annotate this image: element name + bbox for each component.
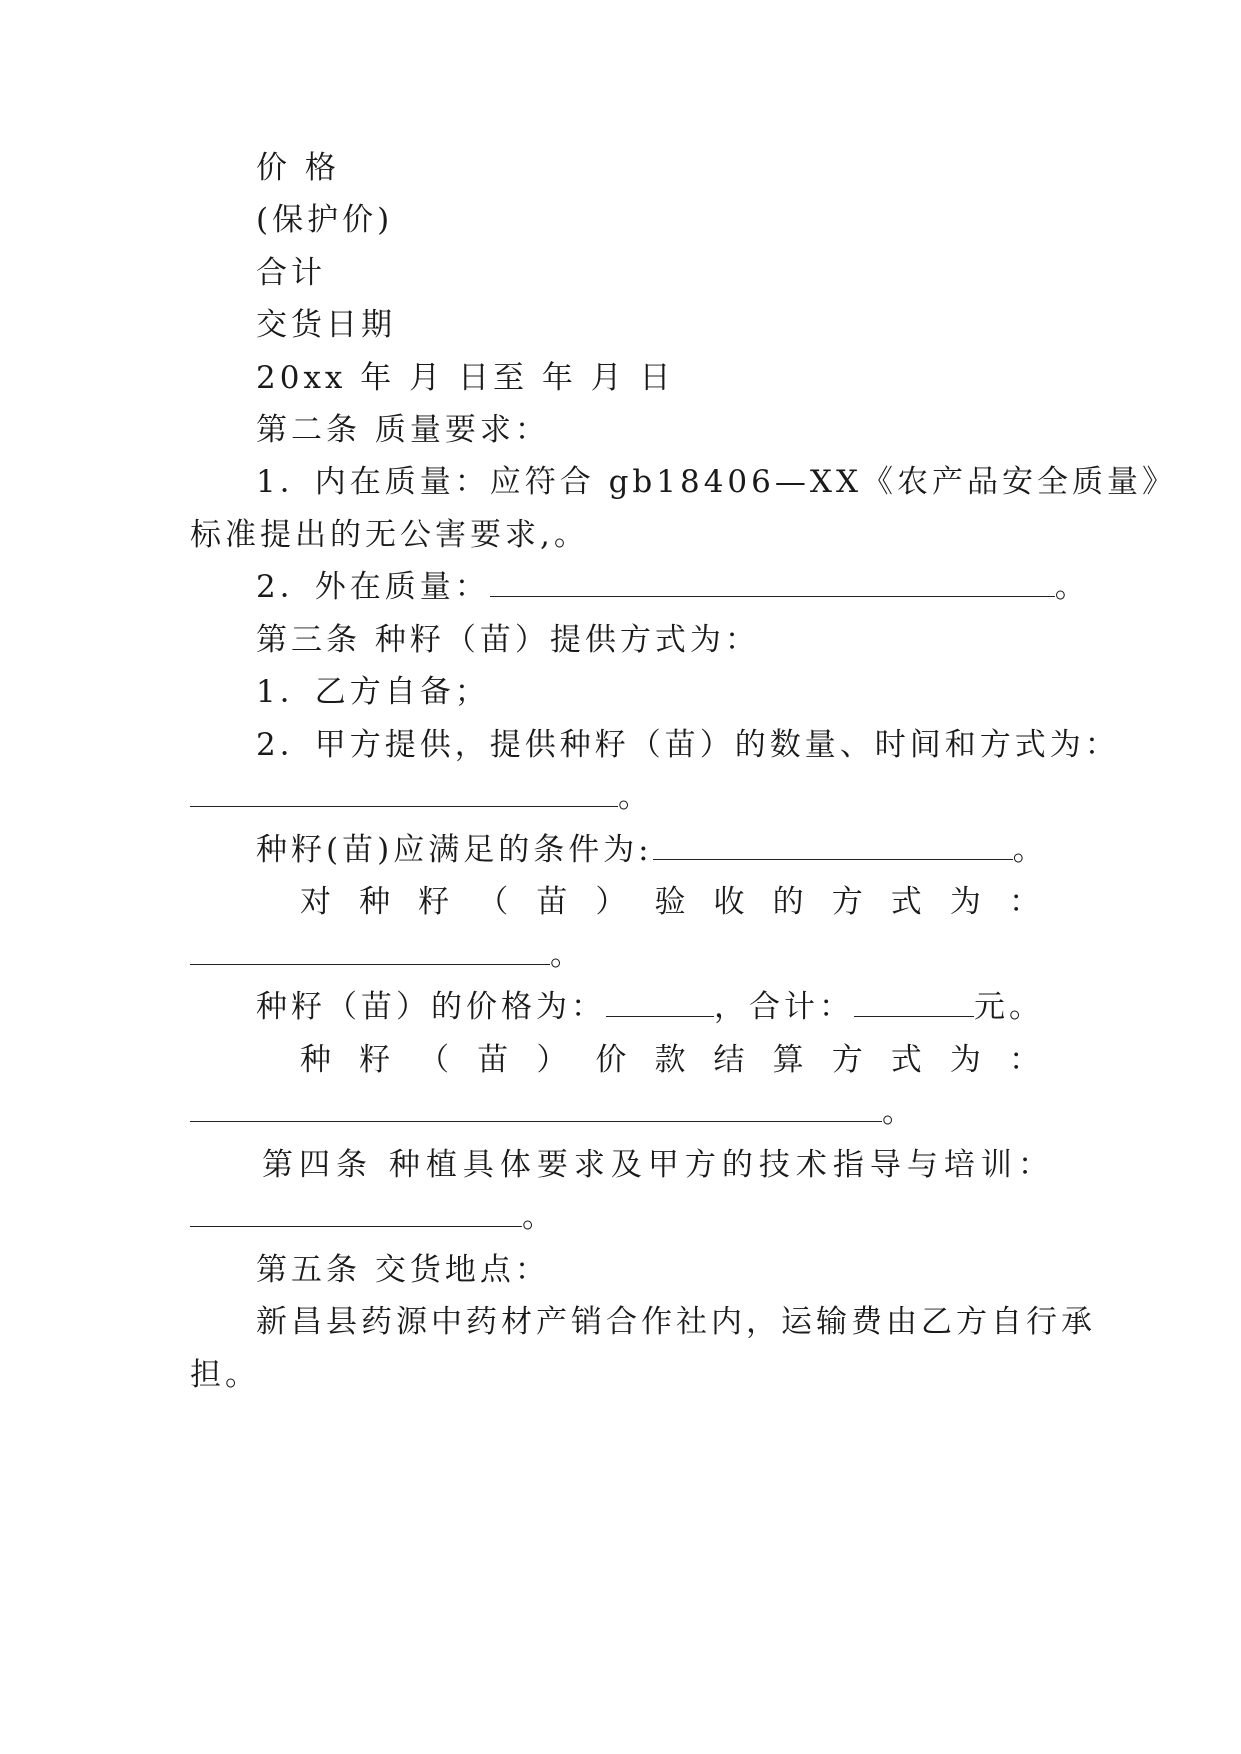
char: 籽 [359, 1042, 391, 1078]
seed-total-blank[interactable] [854, 990, 974, 1017]
char: ） [536, 1042, 568, 1078]
char: ： [1008, 884, 1040, 920]
seed-condition-blank[interactable] [653, 833, 1013, 860]
seed-settlement-blank[interactable] [190, 1095, 882, 1122]
article-2-item-1-line-2: 标准提出的无公害要求,。 [190, 517, 589, 553]
char: 验 [654, 884, 686, 920]
period: 。 [522, 1199, 557, 1235]
seed-settlement-heading [300, 1040, 1040, 1080]
article-5-body-line-2: 担。 [190, 1357, 260, 1393]
seed-acceptance-heading [300, 882, 1040, 922]
char: 式 [890, 1042, 922, 1078]
char: 方 [831, 1042, 863, 1078]
period: 。 [550, 937, 585, 973]
delivery-date-label: 交货日期 [256, 307, 396, 343]
char: 结 [713, 1042, 745, 1078]
char: （ [418, 1042, 450, 1078]
char: 收 [713, 884, 745, 920]
seed-supply-blank-line [190, 777, 653, 817]
char: 的 [772, 884, 804, 920]
char: 为 [949, 1042, 981, 1078]
seed-supply-blank[interactable] [190, 780, 618, 807]
article-5-body-line-1: 新昌县药源中药材产销合作社内，运输费由乙方自行承 [256, 1304, 1096, 1340]
char: ） [595, 884, 627, 920]
char: 价 [595, 1042, 627, 1078]
article-5-title: 第五条 交货地点： [256, 1252, 550, 1288]
external-quality-label: 2．外在质量： [256, 569, 490, 605]
article-4-title: 第四条 种植具体要求及甲方的技术指导与培训： [262, 1147, 1055, 1183]
char: 苗 [477, 1042, 509, 1078]
seed-acceptance-blank[interactable] [190, 938, 550, 965]
seed-price-blank[interactable] [606, 990, 714, 1017]
external-quality-blank[interactable] [490, 570, 1055, 597]
article-4-blank-line [190, 1197, 557, 1237]
char: 籽 [418, 884, 450, 920]
char: 对 [300, 884, 331, 920]
char: 苗 [536, 884, 568, 920]
char: 款 [654, 1042, 686, 1078]
article-3-item-1: 1．乙方自备； [256, 674, 490, 710]
seed-condition-label: 种籽(苗)应满足的条件为: [256, 832, 653, 868]
article-2-item-2 [256, 567, 1090, 607]
seed-price-label: 种籽（苗）的价格为： [256, 989, 606, 1025]
period: 。 [882, 1094, 917, 1130]
char: ： [1008, 1042, 1040, 1078]
char: 种 [359, 884, 391, 920]
seed-price-line [256, 987, 1044, 1027]
char: 算 [772, 1042, 804, 1078]
seed-condition-line [256, 830, 1048, 870]
seed-settlement-blank-line [190, 1092, 917, 1132]
seed-acceptance-blank-line [190, 935, 585, 975]
price-label: 价 格 [256, 150, 340, 186]
char: （ [477, 884, 509, 920]
article-2-title: 第二条 质量要求： [256, 412, 550, 448]
currency-unit: 元。 [974, 989, 1044, 1025]
article-3-title: 第三条 种籽（苗）提供方式为： [256, 622, 760, 658]
period: 。 [1012, 832, 1048, 868]
article-4-blank[interactable] [190, 1200, 522, 1227]
period: 。 [1054, 569, 1090, 605]
seed-total-label: ，合计： [714, 989, 854, 1025]
date-range: 20xx 年 月 日至 年 月 日 [256, 360, 675, 396]
protect-price-label: (保护价) [256, 202, 394, 238]
period: 。 [618, 779, 653, 815]
article-3-item-2: 2．甲方提供，提供种籽（苗）的数量、时间和方式为： [256, 727, 1120, 763]
char: 为 [949, 884, 981, 920]
char: 种 [300, 1042, 331, 1078]
char: 式 [890, 884, 922, 920]
total-label: 合计 [256, 255, 326, 291]
article-2-item-1-line-1: 1．内在质量：应符合 gb18406—XX《农产品安全质量》 [256, 464, 1178, 500]
char: 方 [831, 884, 863, 920]
